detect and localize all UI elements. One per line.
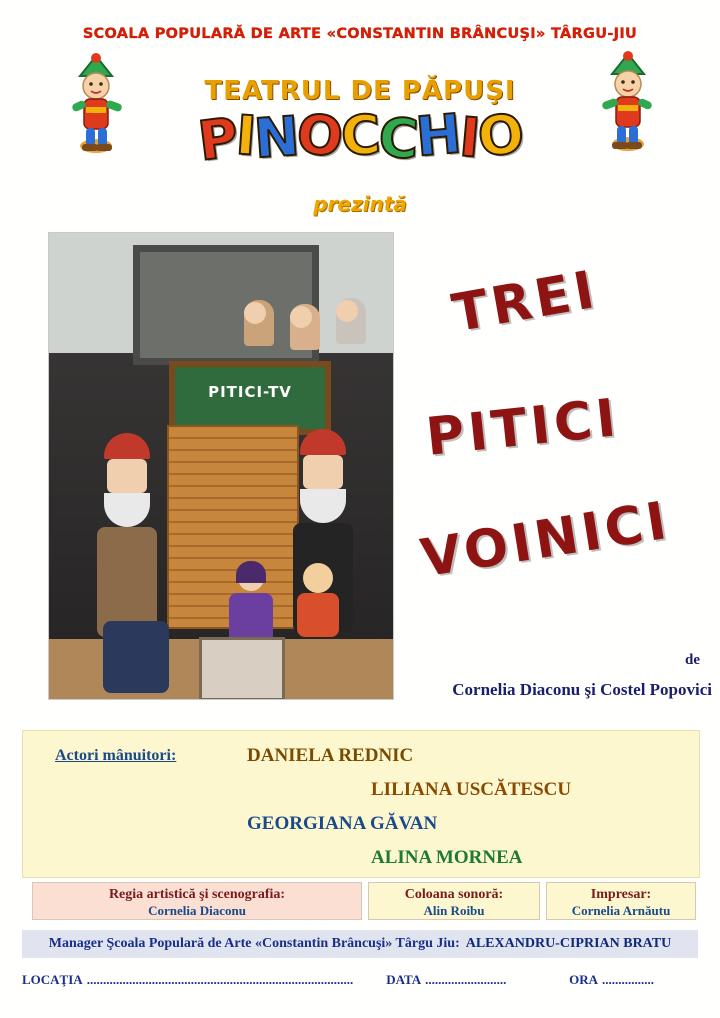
manager-label: Manager Şcoala Populară de Arte «Constantin Brâncuşi» Târgu Jiu: <box>48 936 460 951</box>
elf-mascot-icon <box>46 50 146 160</box>
location-label: LOCAŢIA <box>22 972 83 987</box>
cast-block <box>22 730 700 878</box>
credit-value: Cornelia Diaconu <box>148 903 246 918</box>
cast-label: Actori mânuitori: <box>55 747 177 764</box>
credit-impresario <box>546 882 696 920</box>
credit-title: Impresar: <box>590 887 652 902</box>
event-details-footer <box>22 966 698 994</box>
cast-member: ALINA MORNEA <box>371 847 523 868</box>
cast-member: DANIELA REDNIC <box>247 745 414 766</box>
authors: Cornelia Diaconu şi Costel Popovici <box>452 680 712 699</box>
credit-title: Coloana sonoră: <box>404 887 504 902</box>
photo-dwarf-left <box>91 433 163 643</box>
credit-value: Cornelia Arnăutu <box>571 903 671 918</box>
credit-direction <box>32 882 362 920</box>
logo-letter: I <box>233 103 257 168</box>
school-name: SCOALA POPULARĂ DE ARTE «CONSTANTIN BRÂNCUŞI» TÂRGU-JIU <box>82 26 638 42</box>
elf-mascot-icon <box>578 48 678 158</box>
credit-value: Alin Roibu <box>423 903 485 918</box>
photo-puppet <box>290 304 320 350</box>
photo-puppet-stage-window <box>133 245 319 365</box>
logo-letter: P <box>195 105 241 174</box>
photo-tv-board <box>169 361 331 435</box>
logo-letter: O <box>294 101 345 170</box>
logo-letter: C <box>377 106 418 171</box>
logo-letter: I <box>456 105 481 170</box>
manager-name: ALEXANDRU-CIPRIAN BRATU <box>465 936 672 951</box>
photo-puppet-blonde <box>295 563 341 633</box>
time-label: ORA <box>569 972 598 987</box>
date-label: DATA <box>386 972 422 987</box>
time-blank[interactable]: ................ <box>602 972 654 987</box>
credit-sound <box>368 882 540 920</box>
logo-letter: H <box>413 102 463 169</box>
date-blank[interactable]: ......................... <box>425 972 507 987</box>
manager-bar <box>22 930 698 958</box>
theatre-name: TEATRUL DE PĂPUŞI <box>204 76 516 106</box>
logo-letter: N <box>252 104 300 171</box>
show-title-line-1: TREI <box>447 259 603 345</box>
presents-label: prezintă <box>313 192 407 216</box>
logo-letter: C <box>339 103 381 168</box>
production-photo <box>48 232 394 700</box>
location-blank[interactable]: .................................................................................. <box>86 972 354 987</box>
by-label: de <box>685 652 700 668</box>
photo-puppet <box>336 298 366 344</box>
show-title-line-3: VOINICI <box>416 490 675 590</box>
photo-puppet <box>244 300 274 346</box>
photo-board-text: PITICI-TV <box>208 383 292 401</box>
cast-member: LILIANA USCĂTESCU <box>371 779 572 800</box>
cast-member: GEORGIANA GĂVAN <box>247 813 438 834</box>
show-title-line-2: PITICI <box>423 388 623 468</box>
credit-title: Regia artistică şi scenografia: <box>108 887 286 902</box>
logo-letter: O <box>474 101 525 170</box>
